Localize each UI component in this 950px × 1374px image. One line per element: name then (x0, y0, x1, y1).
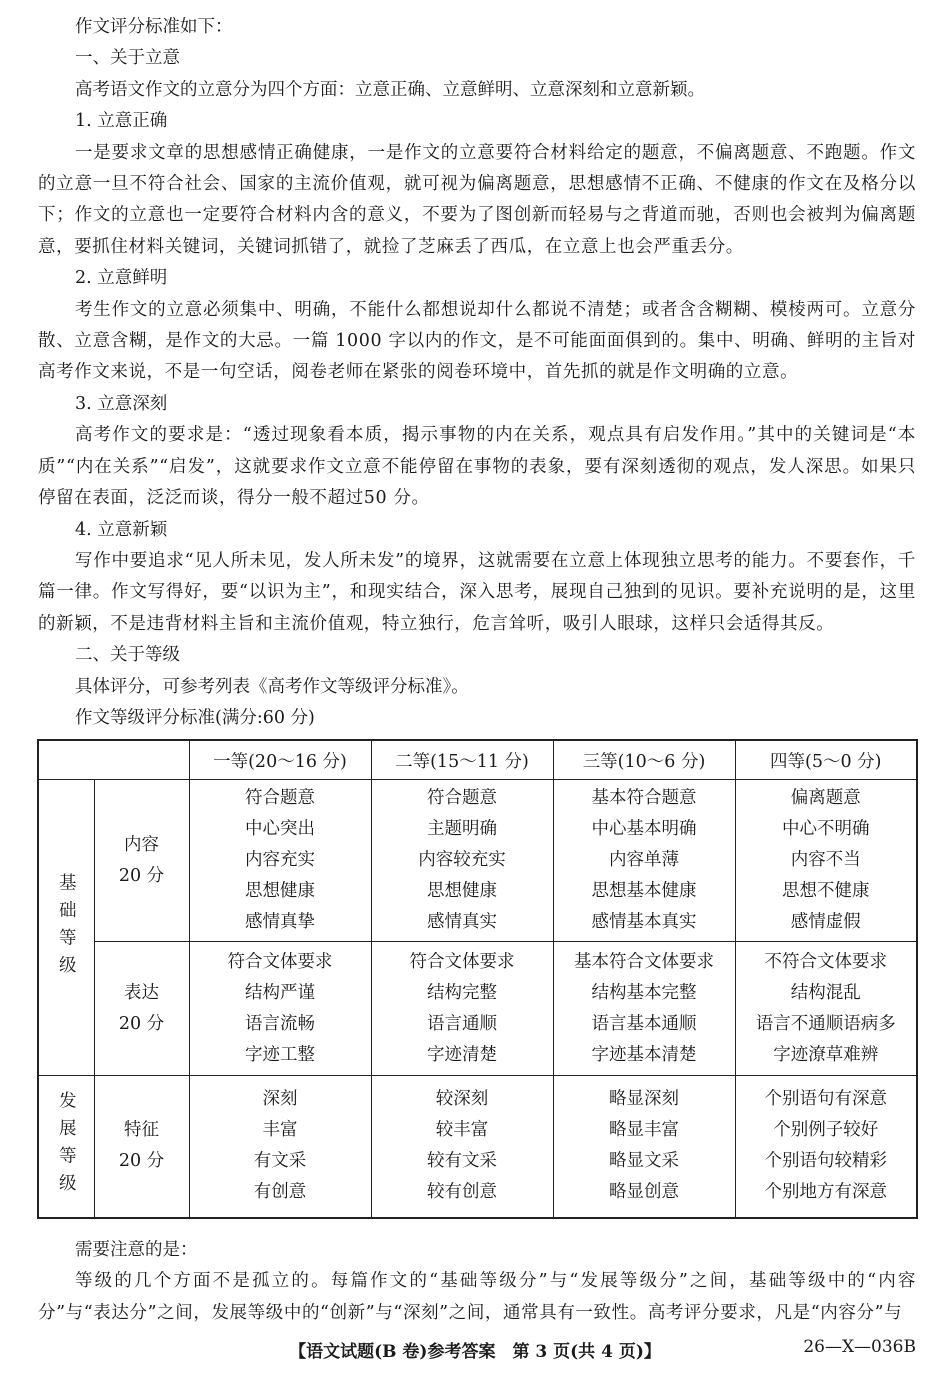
cell-line: 语言通顺 (427, 1013, 497, 1034)
cell-line: 语言不通顺语病多 (755, 1013, 896, 1034)
cell-line: 基本符合文体要求 (574, 951, 714, 972)
cell-line: 主题明确 (427, 819, 497, 839)
table-title: 作文等级评分标准(满分:60 分) (75, 707, 315, 728)
section-note: 具体评分，可参考列表《高考作文等级评分标准》。 (75, 676, 469, 697)
paragraph-4: 写作中要追求“见人所未见，发人所未发”的境界，这就需要在立意上体现独立思考的能力。不要套作，千篇一律。作文写得好，要“以识为主”，和现实结合，深入思考，展现自己独到的见识。要补充说明的是，这里的新颖，不是违背材料主旨和主流价值观，特立独行，危言耸听，吸引人眼球，这样只会适得其反。 (38, 550, 916, 634)
cell-line: 较丰富 (435, 1120, 489, 1141)
cell-line: 基本符合题意 (591, 788, 697, 808)
cell-feature-2 (371, 1076, 553, 1218)
cell-line: 思想不健康 (782, 881, 870, 901)
cell-content-1 (189, 780, 371, 942)
cell-expression-3 (553, 942, 735, 1076)
cell-line: 略显深刻 (609, 1089, 679, 1110)
header-grade-3: 三等(10～6 分) (553, 740, 735, 780)
table-header-row (38, 740, 917, 780)
cell-line: 个别地方有深意 (764, 1182, 887, 1203)
cell-line: 结构基本完整 (591, 982, 697, 1003)
cell-expression-4 (735, 942, 917, 1076)
cell-line: 中心基本明确 (591, 819, 697, 839)
cell-line: 结构混乱 (790, 982, 861, 1003)
cell-line: 符合文体要求 (409, 951, 515, 972)
cell-line: 个别语句有深意 (764, 1089, 887, 1110)
group-development: 发展等级 (38, 1076, 94, 1218)
table-row-content (38, 780, 917, 942)
section-heading-2: 二、关于等级 (75, 645, 180, 666)
cell-line: 语言流畅 (245, 1013, 315, 1034)
cell-line: 有文采 (253, 1151, 307, 1172)
cell-content-3 (553, 780, 735, 942)
row-label-expression: 表达 20 分 (94, 942, 189, 1076)
cell-line: 符合题意 (427, 788, 497, 808)
footer-title: 【语文试题(B 卷)参考答案 第 3 页(共 4 页)】 (289, 1342, 661, 1362)
cell-feature-1 (189, 1076, 371, 1218)
subheading-4: 4. 立意新颖 (75, 519, 168, 540)
intro-line-2: 高考语文作文的立意分为四个方面：立意正确、立意鲜明、立意深刻和立意新颖。 (75, 79, 705, 100)
cell-line: 中心突出 (245, 819, 315, 839)
intro-line-0: 作文评分标准如下： (75, 17, 233, 37)
cell-line: 中心不明确 (782, 819, 870, 839)
notes-section (38, 1235, 916, 1328)
cell-line: 较深刻 (435, 1089, 489, 1110)
cell-line: 字迹潦草难辨 (773, 1044, 879, 1065)
subheading-1: 1. 立意正确 (75, 111, 168, 132)
cell-line: 较有文采 (427, 1151, 497, 1172)
cell-line: 字迹基本清楚 (591, 1044, 697, 1065)
cell-line: 感情基本真实 (591, 912, 697, 932)
cell-line: 结构完整 (427, 982, 497, 1003)
subheading-3: 3. 立意深刻 (75, 393, 168, 414)
note-paragraph: 等级的几个方面不是孤立的。每篇作文的“基础等级分”与“发展等级分”之间，基础等级中的“内容分”与“表达分”之间，发展等级中的“创新”与“深刻”之间，通常具有一致性。高考评分要求，凡是“内容分”与 (38, 1271, 916, 1323)
cell-line: 略显文采 (609, 1151, 679, 1172)
row-label-feature: 特征 20 分 (94, 1076, 189, 1218)
grading-table (37, 739, 918, 1219)
subheading-2: 2. 立意鲜明 (75, 268, 168, 289)
cell-line: 不符合文体要求 (764, 951, 887, 972)
cell-line: 结构严谨 (245, 982, 315, 1003)
paragraph-1: 一是要求文章的思想感情正确健康，一是作文的立意要符合材料给定的题意，不偏离题意、不跑题。作文的立意一旦不符合社会、国家的主流价值观，就可视为偏离题意，思想感情不正确、不健康的作文在及格分以下；作文的立意也一定要符合材料内含的意义，不要为了图创新而轻易与之背道而驰，否则也会被判为偏离题意，要抓住材料关键词，关键词抓错了，就捡了芝麻丢了西瓜，在立意上也会严重丢分。 (38, 142, 916, 257)
footer-code: 26—X—036B (803, 1337, 916, 1357)
header-empty (38, 740, 189, 780)
cell-content-2 (371, 780, 553, 942)
table-row-feature (38, 1076, 917, 1218)
note-title: 需要注意的是： (75, 1240, 198, 1260)
cell-feature-4 (735, 1076, 917, 1218)
cell-line: 符合文体要求 (227, 951, 333, 972)
cell-line: 有创意 (253, 1182, 307, 1203)
cell-line: 符合题意 (245, 788, 315, 808)
cell-line: 感情真实 (427, 912, 497, 932)
cell-expression-2 (371, 942, 553, 1076)
cell-line: 内容单薄 (609, 850, 679, 870)
cell-feature-3 (553, 1076, 735, 1218)
cell-line: 思想健康 (245, 881, 315, 901)
cell-line: 个别例子较好 (773, 1120, 879, 1141)
table-row-expression (38, 942, 917, 1076)
cell-line: 丰富 (262, 1120, 298, 1141)
group-basic: 基础等级 (38, 780, 94, 1076)
cell-line: 思想基本健康 (591, 881, 697, 901)
header-grade-4: 四等(5～0 分) (735, 740, 917, 780)
cell-line: 偏离题意 (790, 788, 861, 808)
cell-line: 略显丰富 (609, 1120, 679, 1141)
cell-expression-1 (189, 942, 371, 1076)
cell-line: 较有创意 (427, 1182, 497, 1203)
answer-key-page (38, 12, 916, 734)
cell-line: 略显创意 (609, 1182, 679, 1203)
header-grade-1: 一等(20～16 分) (189, 740, 371, 780)
paragraph-2: 考生作文的立意必须集中、明确，不能什么都想说却什么都说不清楚；或者含含糊糊、模棱两可。立意分散、立意含糊，是作文的大忌。一篇 1000 字以内的作文，是不可能面面俱到的。集中、明确、鲜明的主旨对高考作文来说，不是一句空话，阅卷老师在紧张的阅卷环境中，首先抓的就是作文明确的立意。 (38, 299, 916, 383)
cell-line: 思想健康 (427, 881, 497, 901)
cell-line: 深刻 (262, 1089, 298, 1110)
cell-line: 字迹工整 (245, 1044, 315, 1065)
cell-line: 内容较充实 (418, 850, 506, 870)
cell-line: 感情虚假 (790, 912, 861, 932)
cell-line: 语言基本通顺 (591, 1013, 697, 1034)
cell-line: 字迹清楚 (427, 1044, 497, 1065)
cell-line: 内容充实 (245, 850, 315, 870)
cell-content-4 (735, 780, 917, 942)
cell-line: 个别语句较精彩 (764, 1151, 887, 1172)
row-label-content: 内容 20 分 (94, 780, 189, 942)
section-heading-1: 一、关于立意 (75, 48, 180, 69)
cell-line: 感情真挚 (245, 912, 315, 932)
paragraph-3: 高考作文的要求是：“透过现象看本质，揭示事物的内在关系，观点具有启发作用。”其中的关键词是“本质”“内在关系”“启发”，这就要求作文立意不能停留在事物的表象，要有深刻透彻的观点，发人深思。如果只停留在表面，泛泛而谈，得分一般不超过50 分。 (38, 425, 916, 509)
cell-line: 内容不当 (790, 850, 861, 870)
header-grade-2: 二等(15～11 分) (371, 740, 553, 780)
